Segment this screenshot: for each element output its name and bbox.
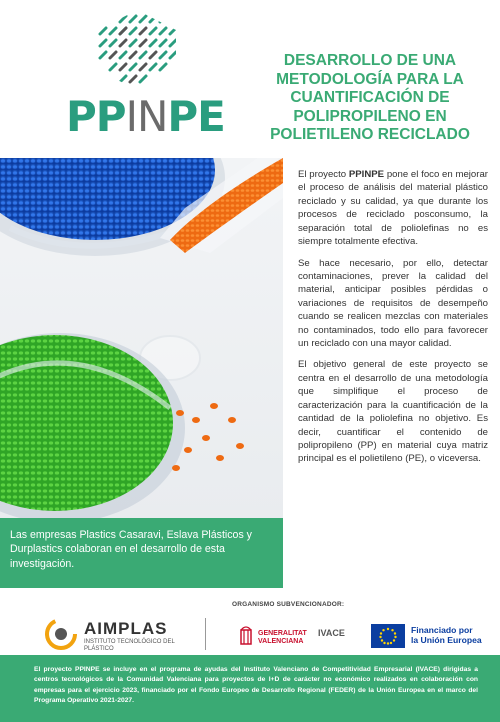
funder-label: ORGANISMO SUBVENCIONADOR:	[232, 601, 345, 608]
gva-name	[258, 630, 307, 646]
logo-divider	[205, 618, 206, 650]
pellets-illustration	[0, 158, 283, 518]
hexagon-pattern-icon	[94, 8, 180, 92]
paragraph-1	[298, 168, 488, 249]
page-title: DESARROLLO DE UNA METODOLOGÍA PARA LA CUANTIFICACIÓN DE POLIPROPILENO EN POLIETILENO RECICLADO	[270, 52, 470, 144]
paragraph-2: Se hace necesario, por ello, detectar contaminaciones, prever la calidad del material, anticipar posibles pérdidas o variaciones de requisitos de desempeño cuando se realicen mezclas con materiales no contaminados, todo ello para favorecer un reciclado con una mayor calidad.	[298, 257, 488, 350]
eu-line-1: Financiado por	[411, 625, 473, 635]
eu-line-2: la Unión Europea	[411, 635, 482, 646]
ivace-logo: IVACE	[318, 628, 345, 638]
project-name-bold: PPINPE	[348, 169, 385, 180]
aimplas-subtitle: INSTITUTO TECNOLÓGICO DEL PLÁSTICO	[84, 639, 175, 653]
logo-part-in: IN	[125, 92, 168, 141]
header	[0, 0, 500, 150]
collaborators-caption: Las empresas Plastics Casaravi, Eslava Plásticos y Durplastics colaboran en el desarrollo de esta investigación.	[0, 518, 283, 588]
gva-emblem-icon	[238, 624, 254, 648]
logo-part-pe: PE	[167, 92, 225, 141]
project-logo	[66, 92, 225, 141]
paragraph-1-rest: pone el foco en mejorar el proceso de análisis del material plástico reciclado y su calidad, ya que durante los procesos de reciclado posconsumo, la separación total de poliolefinas no es siempre totalmente efectiva.	[298, 169, 488, 248]
eu-flag-icon	[371, 624, 405, 648]
body-text	[298, 168, 488, 474]
aimplas-name: AIMPLAS	[84, 619, 168, 638]
plastic-pellets-photo	[0, 158, 283, 518]
aimplas-logo	[44, 617, 204, 655]
logo-part-pp: PP	[66, 92, 126, 141]
paragraph-3: El objetivo general de este proyecto se centra en el desarrollo de una metodología que simplifique el proceso de caracterización para la cuantificación de la cantidad de la poliolefina no objetivo. Es decir, cuantificar el contenido de polipropileno (PP) en material cuya matriz principal es el polietileno (PE), o viceversa.	[298, 359, 488, 465]
gva-line-2: VALENCIANA	[258, 638, 304, 646]
eu-text	[411, 625, 482, 646]
paragraph-1-intro: El proyecto	[298, 169, 349, 180]
footer-funding-notice: El proyecto PPINPE se incluye en el programa de ayudas del Instituto Valenciano de Competitividad Empresarial (IVACE) dirigidas a centros tecnológicos de la Comunidad Valenciana para proyectos de I+D de carácter no económico realizados en colaboración con empresas para el ejercicio 2023, financiado por el Fondo Europeo de Desarrollo Regional (FEDER) de la Unión Europea en el marco del Programa Operativo 2021-2027.	[0, 655, 500, 722]
eu-funding-logo	[371, 624, 500, 652]
gva-line-1: GENERALITAT	[258, 630, 307, 637]
aimplas-emblem-icon	[44, 617, 78, 651]
